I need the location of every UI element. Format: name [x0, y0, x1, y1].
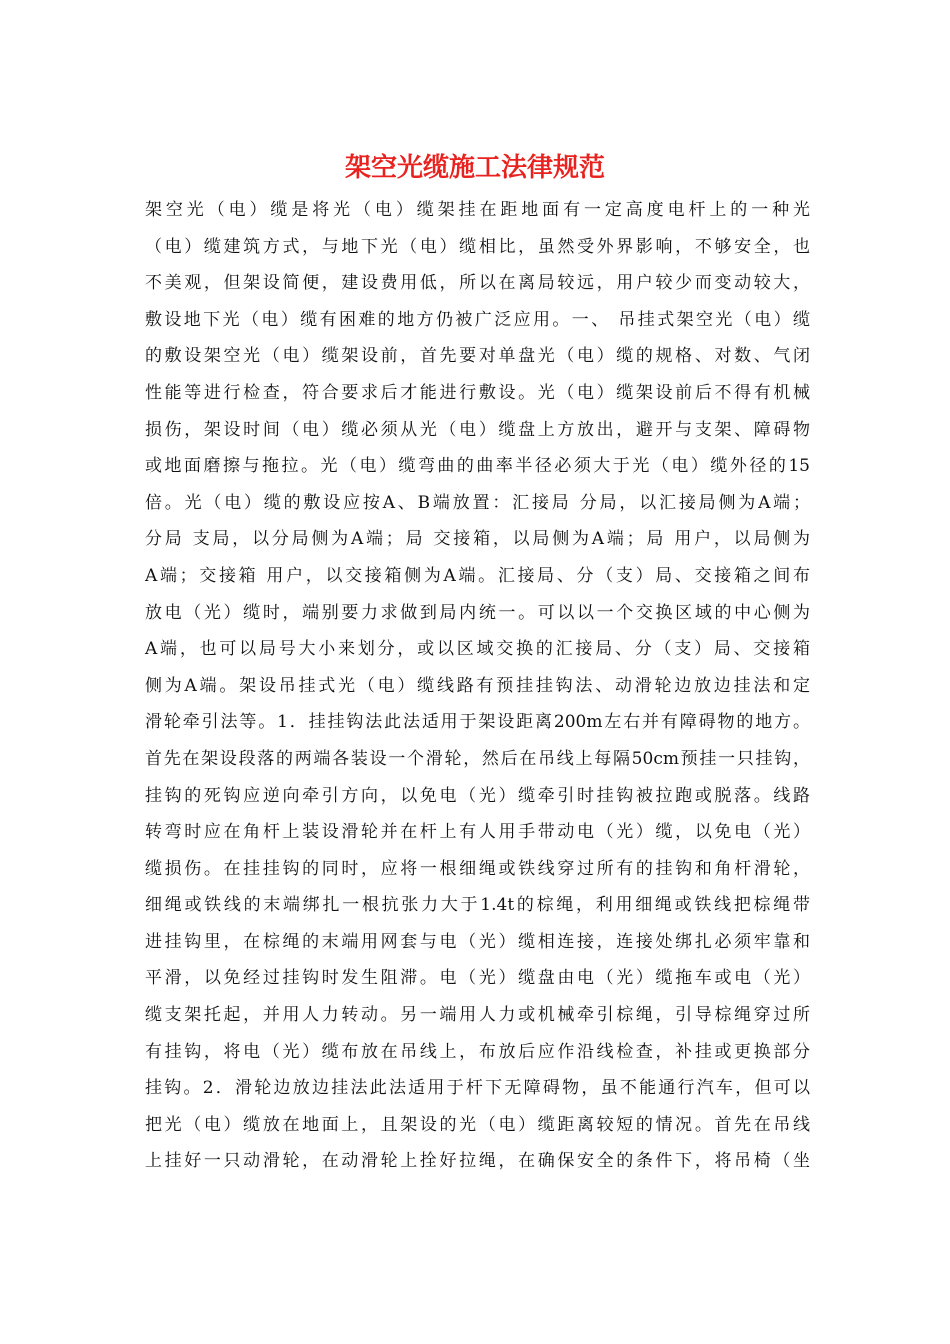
body-line: 侧为A端。架设吊挂式光（电）缆线路有预挂挂钩法、动滑轮边放边挂法和定	[145, 675, 810, 696]
body-line: 缆损伤。在挂挂钩的同时，应将一根细绳或铁线穿过所有的挂钩和角杆滑轮，	[145, 858, 810, 879]
document-title: 架空光缆施工法律规范	[344, 153, 605, 183]
body-line: A端，也可以局号大小来划分，或以区域交换的汇接局、分（支）局、交接箱	[145, 639, 810, 660]
body-line: 损伤，架设时间（电）缆必须从光（电）缆盘上方放出，避开与支架、障碍物	[145, 419, 810, 440]
body-line: 放电（光）缆时，端别要力求做到局内统一。可以以一个交换区域的中心侧为	[145, 602, 810, 623]
body-line: 把光（电）缆放在地面上，且架设的光（电）缆距离较短的情况。首先在吊线	[145, 1114, 810, 1135]
body-line: 性能等进行检查，符合要求后才能进行敷设。光（电）缆架设前后不得有机械	[145, 382, 810, 403]
body-line: 滑轮牵引法等。1．挂挂钩法此法适用于架设距离200m左右并有障碍物的地方。	[145, 712, 810, 733]
body-line: 挂钩。2．滑轮边放边挂法此法适用于杆下无障碍物，虽不能通行汽车，但可以	[145, 1078, 810, 1099]
body-line: 或地面磨擦与拖拉。光（电）缆弯曲的曲率半径必须大于光（电）缆外径的15	[145, 456, 810, 477]
body-line: 转弯时应在角杆上装设滑轮并在杆上有人用手带动电（光）缆，以免电（光）	[145, 822, 810, 843]
body-line: 有挂钩，将电（光）缆布放在吊线上，布放后应作沿线检查，补挂或更换部分	[145, 1041, 810, 1062]
body-line: （电）缆建筑方式，与地下光（电）缆相比，虽然受外界影响，不够安全，也	[145, 236, 810, 257]
body-line: A端；交接箱 用户，以交接箱侧为A端。汇接局、分（支）局、交接箱之间布	[145, 565, 810, 586]
body-line: 进挂钩里，在棕绳的末端用网套与电（光）缆相连接，连接处绑扎必须牢靠和	[145, 931, 810, 952]
body-line: 倍。光（电）缆的敷设应按A、B端放置：汇接局 分局，以汇接局侧为A端；	[145, 492, 810, 513]
body-line: 敷设地下光（电）缆有困难的地方仍被广泛应用。一、 吊挂式架空光（电）缆	[145, 309, 810, 330]
body-line: 分局 支局，以分局侧为A端；局 交接箱，以局侧为A端；局 用户，以局侧为	[145, 529, 810, 550]
document-body	[145, 192, 810, 1180]
body-line: 的敷设架空光（电）缆架设前，首先要对单盘光（电）缆的规格、对数、气闭	[145, 346, 810, 367]
body-line: 缆支架托起，并用人力转动。另一端用人力或机械牵引棕绳，引导棕绳穿过所	[145, 1005, 810, 1026]
body-line: 架空光（电）缆是将光（电）缆架挂在距地面有一定高度电杆上的一种光	[145, 200, 810, 220]
body-line: 挂钩的死钩应逆向牵引方向，以免电（光）缆牵引时挂钩被拉跑或脱落。线路	[145, 785, 810, 806]
body-line: 上挂好一只动滑轮，在动滑轮上拴好拉绳，在确保安全的条件下，将吊椅（坐	[145, 1151, 810, 1172]
body-line: 平滑，以免经过挂钩时发生阻滞。电（光）缆盘由电（光）缆拖车或电（光）	[145, 968, 810, 989]
body-line: 首先在架设段落的两端各装设一个滑轮，然后在吊线上每隔50cm预挂一只挂钩，	[145, 748, 810, 769]
body-line: 细绳或铁线的末端绑扎一根抗张力大于1.4t的棕绳，利用细绳或铁线把棕绳带	[145, 895, 810, 916]
body-line: 不美观，但架设简便，建设费用低，所以在离局较远，用户较少而变动较大，	[145, 273, 810, 294]
